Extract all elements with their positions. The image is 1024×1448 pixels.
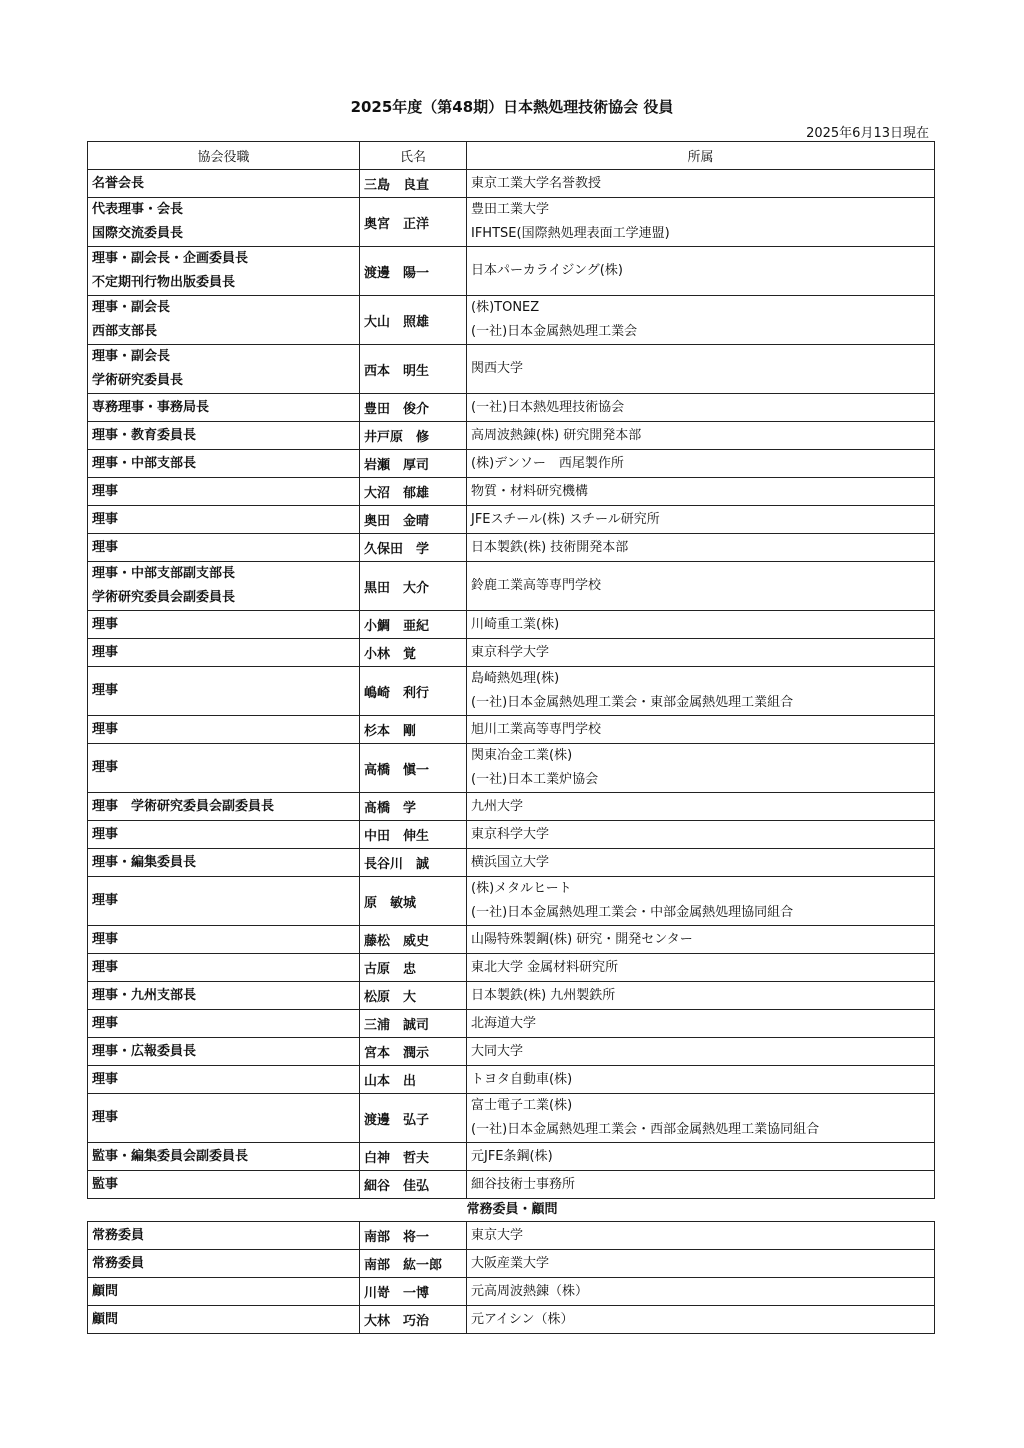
table-row [88,611,935,639]
role-cell [88,877,360,926]
name-cell: 松原 大 [360,982,467,1010]
role-cell [88,744,360,793]
affiliation-cell [467,1010,935,1038]
name-cell: 嶋崎 利行 [360,667,467,716]
name-cell: 奥田 金晴 [360,506,467,534]
name-cell: 川嵜 一博 [360,1278,467,1306]
role-text: 理事 [92,644,119,660]
affiliation-cell [467,639,935,667]
affiliation-cell [467,296,935,345]
table-row [88,1278,935,1306]
table-row [88,534,935,562]
name-cell: 高橋 愼一 [360,744,467,793]
name-cell: 西本 明生 [360,345,467,394]
role-cell [88,345,360,394]
table-row [88,716,935,744]
table-row [88,849,935,877]
affiliation-text: 東京工業大学名誉教授 [471,175,602,191]
name-cell: 長谷川 誠 [360,849,467,877]
name-cell: 三島 良直 [360,170,467,198]
affiliation-cell [467,1066,935,1094]
affiliation-text: 元JFE条鋼(株) [471,1148,553,1164]
affiliation-cell [467,744,935,793]
affiliation-cell [467,1038,935,1066]
role-text: 監事・編集委員会副委員長 [92,1148,249,1164]
affiliation-text: (一社)日本熱処理技術協会 [471,399,625,415]
affiliation-text: (一社)日本金属熱処理工業会 [471,324,638,339]
role-text: 理事・中部支部副支部長 [92,566,236,581]
advisors-body [88,1222,935,1334]
affiliation-text: (一社)日本工業炉協会 [471,772,599,787]
role-text: 理事・副会長 [92,300,171,315]
table-row [88,821,935,849]
role-cell [88,821,360,849]
role-cell [88,1278,360,1306]
role-cell [88,422,360,450]
affiliation-text: 山陽特殊製鋼(株) 研究・開発センター [471,931,693,947]
role-text: 理事 [92,959,119,975]
role-text: 名誉会長 [92,175,145,191]
affiliation-cell [467,345,935,394]
role-text: 理事 学術研究委員会副委員長 [92,798,275,814]
role-text: 理事 [92,616,119,632]
affiliation-text: 物質・材料研究機構 [471,483,589,499]
affiliation-cell [467,450,935,478]
role-cell [88,1143,360,1171]
role-text: 理事 [92,683,119,698]
affiliation-text: 関西大学 [471,361,524,376]
name-cell: 久保田 学 [360,534,467,562]
affiliation-cell [467,394,935,422]
affiliation-text: 鈴鹿工業高等専門学校 [471,578,602,593]
affiliation-text: 東京科学大学 [471,644,550,660]
name-cell: 杉本 剛 [360,716,467,744]
role-text: 理事 [92,483,119,499]
name-cell: 岩瀬 厚司 [360,450,467,478]
table-row [88,1250,935,1278]
table-row [88,296,935,345]
affiliation-cell [467,954,935,982]
role-cell [88,1306,360,1334]
role-cell [88,1066,360,1094]
table-row [88,793,935,821]
role-text: 理事・編集委員長 [92,854,197,870]
role-cell [88,562,360,611]
affiliation-text: 北海道大学 [471,1015,537,1031]
role-text: 常務委員 [92,1255,145,1271]
role-text: 西部支部長 [92,324,158,339]
affiliation-text: トヨタ自動車(株) [471,1071,573,1087]
role-text: 国際交流委員長 [92,226,184,241]
affiliation-text: 日本製鉄(株) 技術開発本部 [471,539,629,555]
role-text: 代表理事・会長 [92,202,184,217]
affiliation-cell [467,1278,935,1306]
header-role: 協会役職 [88,142,360,170]
header-affiliation: 所属 [467,142,935,170]
name-cell: 山本 出 [360,1066,467,1094]
role-text: 理事 [92,721,119,737]
role-cell [88,954,360,982]
table-row [88,478,935,506]
name-cell: 渡邊 弘子 [360,1094,467,1143]
affiliation-cell [467,1250,935,1278]
table-row [88,1143,935,1171]
affiliation-cell [467,667,935,716]
affiliation-text: 横浜国立大学 [471,854,550,870]
name-cell: 南部 紘一郎 [360,1250,467,1278]
as-of-date: 2025年6月13日現在 [806,126,929,141]
table-row [88,1038,935,1066]
affiliation-cell [467,716,935,744]
name-cell: 黒田 大介 [360,562,467,611]
role-text: 学術研究委員会副委員長 [92,590,236,605]
role-cell [88,1094,360,1143]
name-cell: 細谷 佳弘 [360,1171,467,1199]
affiliation-text: 細谷技術士事務所 [471,1176,576,1192]
role-text: 理事 [92,760,119,775]
affiliation-text: 元アイシン（株） [471,1311,574,1327]
name-cell: 三浦 誠司 [360,1010,467,1038]
role-text: 理事・副会長 [92,349,171,364]
affiliation-text: 島崎熱処理(株) [471,671,560,686]
role-cell [88,793,360,821]
affiliation-cell [467,534,935,562]
affiliation-text: 東京科学大学 [471,826,550,842]
affiliation-cell [467,1171,935,1199]
role-text: 理事 [92,539,119,555]
affiliation-text: 大阪産業大学 [471,1255,550,1271]
role-cell [88,982,360,1010]
affiliation-cell [467,198,935,247]
role-text: 理事 [92,1110,119,1125]
affiliation-text: (株)メタルヒート [471,881,572,896]
affiliation-text: 大同大学 [471,1043,524,1059]
affiliation-cell [467,611,935,639]
table-row [88,1010,935,1038]
affiliation-text: 日本パーカライジング(株) [471,263,623,278]
affiliation-text: 東京大学 [471,1227,524,1243]
role-text: 理事・九州支部長 [92,987,197,1003]
table-row [88,667,935,716]
affiliation-text: 九州大学 [471,798,524,814]
affiliation-text: (株)デンソー 西尾製作所 [471,455,624,471]
page-title: 2025年度（第48期）日本熱処理技術協会 役員 [350,98,674,116]
role-cell [88,926,360,954]
role-text: 学術研究委員長 [92,373,184,388]
affiliation-cell [467,1094,935,1143]
affiliation-text: JFEスチール(株) スチール研究所 [471,511,660,527]
affiliation-text: 関東冶金工業(株) [471,748,573,763]
role-cell [88,1038,360,1066]
name-cell: 藤松 威史 [360,926,467,954]
name-cell: 古原 忠 [360,954,467,982]
table-row [88,562,935,611]
affiliation-cell [467,821,935,849]
table-row [88,954,935,982]
table-row [88,982,935,1010]
role-cell [88,506,360,534]
role-cell [88,170,360,198]
role-cell [88,478,360,506]
affiliation-text: IFHTSE(国際熱処理表面工学連盟) [471,226,670,241]
name-cell: 大沼 郁雄 [360,478,467,506]
table-row [88,422,935,450]
affiliation-cell [467,1222,935,1250]
affiliation-cell [467,877,935,926]
role-cell [88,1010,360,1038]
affiliation-text: 豊田工業大学 [471,202,550,217]
affiliation-cell [467,478,935,506]
role-cell [88,198,360,247]
table-row [88,394,935,422]
affiliation-cell [467,506,935,534]
table-row [88,1171,935,1199]
affiliation-text: (一社)日本金属熱処理工業会・中部金属熱処理協同組合 [471,905,794,920]
role-cell [88,1250,360,1278]
role-cell [88,639,360,667]
role-text: 監事 [92,1176,119,1192]
table-row [88,450,935,478]
affiliation-cell [467,562,935,611]
role-cell [88,1171,360,1199]
advisors-table [87,1221,935,1334]
role-text: 理事 [92,1015,119,1031]
table-row [88,1094,935,1143]
role-text: 理事 [92,1071,119,1087]
officers-table [87,141,935,1199]
affiliation-cell [467,926,935,954]
table-row [88,1066,935,1094]
affiliation-text: 富士電子工業(株) [471,1098,573,1113]
affiliation-text: (株)TONEZ [471,300,540,315]
table-header-row [88,142,935,170]
table-row [88,1306,935,1334]
role-cell [88,296,360,345]
name-cell: 豊田 俊介 [360,394,467,422]
name-cell: 南部 将一 [360,1222,467,1250]
role-cell [88,450,360,478]
role-cell [88,394,360,422]
role-cell [88,534,360,562]
role-text: 理事・中部支部長 [92,455,197,471]
name-cell: 小林 覚 [360,639,467,667]
name-cell: 渡邊 陽一 [360,247,467,296]
role-cell [88,716,360,744]
affiliation-text: 東北大学 金属材料研究所 [471,959,619,975]
name-cell: 奥宮 正洋 [360,198,467,247]
affiliation-cell [467,170,935,198]
affiliation-text: 川崎重工業(株) [471,616,560,632]
affiliation-text: (一社)日本金属熱処理工業会・東部金属熱処理工業組合 [471,695,794,710]
role-text: 理事 [92,931,119,947]
table-row [88,1222,935,1250]
role-text: 理事 [92,511,119,527]
role-cell [88,611,360,639]
affiliation-cell [467,1306,935,1334]
name-cell: 中田 伸生 [360,821,467,849]
affiliation-cell [467,422,935,450]
table-row [88,506,935,534]
role-text: 理事・教育委員長 [92,427,197,443]
role-text: 常務委員 [92,1227,145,1243]
affiliation-cell [467,982,935,1010]
table-row [88,877,935,926]
name-cell: 小鯛 亜紀 [360,611,467,639]
affiliation-cell [467,247,935,296]
affiliation-text: 日本製鉄(株) 九州製鉄所 [471,987,616,1003]
header-name: 氏名 [360,142,467,170]
affiliation-cell [467,849,935,877]
table-row [88,926,935,954]
table-row [88,170,935,198]
role-cell [88,667,360,716]
role-cell [88,849,360,877]
officers-body [88,170,935,1199]
name-cell: 原 敏城 [360,877,467,926]
role-text: 理事・広報委員長 [92,1043,197,1059]
role-text: 理事 [92,826,119,842]
section-title: 常務委員・顧問 [466,1202,558,1217]
name-cell: 大林 巧治 [360,1306,467,1334]
role-text: 顧問 [92,1283,119,1299]
table-row [88,744,935,793]
affiliation-text: (一社)日本金属熱処理工業会・西部金属熱処理工業協同組合 [471,1122,820,1137]
table-row [88,247,935,296]
table-row [88,345,935,394]
role-text: 不定期刊行物出版委員長 [92,275,236,290]
role-text: 顧問 [92,1311,119,1327]
role-text: 理事・副会長・企画委員長 [92,251,249,266]
affiliation-text: 旭川工業高等専門学校 [471,721,602,737]
name-cell: 白神 哲夫 [360,1143,467,1171]
role-text: 専務理事・事務局長 [92,399,210,415]
affiliation-text: 高周波熱錬(株) 研究開発本部 [471,427,642,443]
role-text: 理事 [92,893,119,908]
affiliation-cell [467,1143,935,1171]
role-cell [88,247,360,296]
table-row [88,198,935,247]
name-cell: 井戸原 修 [360,422,467,450]
name-cell: 大山 照雄 [360,296,467,345]
name-cell: 宮本 潤示 [360,1038,467,1066]
role-cell [88,1222,360,1250]
table-row [88,639,935,667]
affiliation-text: 元高周波熱錬（株） [471,1283,589,1299]
name-cell: 髙橋 学 [360,793,467,821]
affiliation-cell [467,793,935,821]
